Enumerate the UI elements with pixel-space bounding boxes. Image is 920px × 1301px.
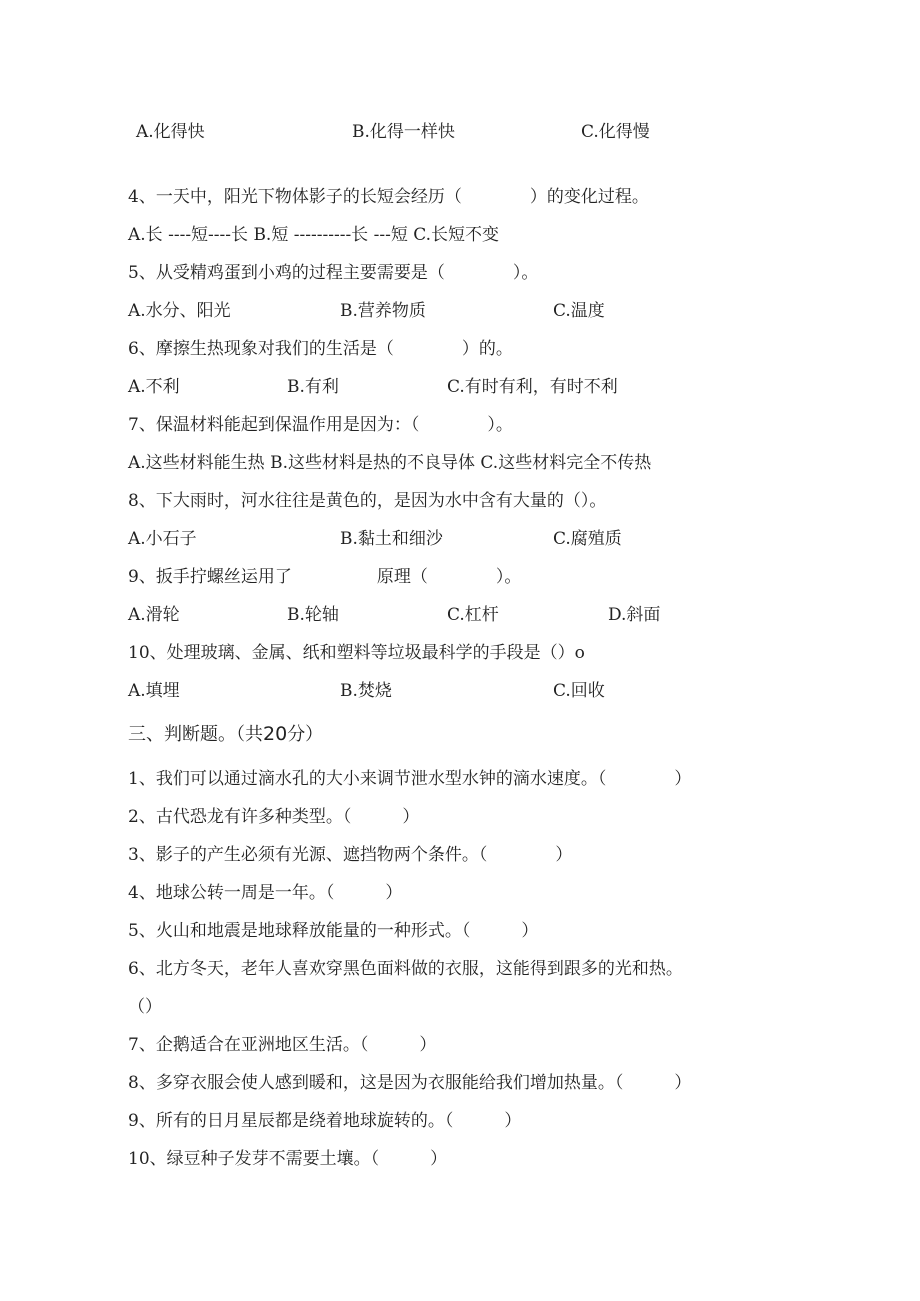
option-a: A.填埋: [128, 681, 180, 701]
option-c: C.化得慢: [581, 122, 650, 142]
judge-item: 9、所有的日月星辰都是绕着地球旋转的。（ ）: [128, 1111, 522, 1131]
option-a: A.化得快: [136, 122, 205, 142]
option-b: B.化得一样快: [352, 122, 455, 142]
option-c: C.杠杆: [447, 605, 499, 625]
option-b: B.轮轴: [287, 605, 339, 625]
option-c: C.温度: [553, 301, 605, 321]
option-a: A.小石子: [128, 529, 197, 549]
option-d: D.斜面: [608, 605, 661, 625]
judge-item: 7、企鹅适合在亚洲地区生活。（ ）: [128, 1035, 437, 1055]
question-10-stem: 10、处理玻璃、金属、纸和塑料等垃圾最科学的手段是（）o: [128, 643, 585, 663]
question-4-options: A.长 ----短----长 B.短 ----------长 ---短 C.长短不变: [128, 225, 500, 245]
question-5-stem: 5、从受精鸡蛋到小鸡的过程主要需要是（ ）。: [128, 263, 539, 283]
question-7-options: A.这些材料能生热 B.这些材料是热的不良导体 C.这些材料完全不传热: [128, 453, 652, 473]
option-c: C.腐殖质: [553, 529, 622, 549]
option-a: A.滑轮: [128, 605, 180, 625]
section-3-title-prefix: 三、判断题。（共: [128, 724, 263, 745]
option-a: A.水分、阳光: [128, 301, 231, 321]
option-c: C.回收: [553, 681, 605, 701]
option-b: B.黏土和细沙: [340, 529, 443, 549]
option-b: B.营养物质: [340, 301, 426, 321]
option-b: B.焚烧: [340, 681, 392, 701]
option-a: A.不利: [128, 377, 180, 397]
judge-item-continuation: （）: [128, 997, 162, 1017]
judge-item: 8、多穿衣服会使人感到暖和，这是因为衣服能给我们增加热量。（ ）: [128, 1073, 692, 1093]
option-b: B.有利: [287, 377, 339, 397]
judge-item: 3、影子的产生必须有光源、遮挡物两个条件。（ ）: [128, 845, 573, 865]
section-3-title-suffix: 分）: [287, 724, 324, 745]
question-9-stem: 9、扳手拧螺丝运用了 原理（ ）。: [128, 567, 522, 587]
question-8-stem: 8、下大雨时，河水往往是黄色的，是因为水中含有大量的（）。: [128, 491, 607, 511]
judge-item: 2、古代恐龙有许多种类型。（ ）: [128, 807, 420, 827]
judge-item: 4、地球公转一周是一年。（ ）: [128, 883, 403, 903]
judge-item: 1、我们可以通过滴水孔的大小来调节泄水型水钟的滴水速度。（ ）: [128, 769, 692, 789]
section-3-heading: [128, 723, 323, 746]
question-6-stem: 6、摩擦生热现象对我们的生活是（ ）的。: [128, 339, 513, 359]
judge-item: 10、绿豆种子发芽不需要土壤。（ ）: [128, 1149, 448, 1169]
option-c: C.有时有利，有时不利: [447, 377, 618, 397]
question-7-stem: 7、保温材料能起到保温作用是因为：（ ）。: [128, 415, 513, 435]
section-3-points: 20: [263, 723, 288, 745]
question-4-stem: 4、一天中，阳光下物体影子的长短会经历（ ）的变化过程。: [128, 187, 649, 207]
judge-item: 6、北方冬天，老年人喜欢穿黑色面料做的衣服，这能得到跟多的光和热。: [128, 959, 683, 979]
judge-item: 5、火山和地震是地球释放能量的一种形式。（ ）: [128, 921, 539, 941]
